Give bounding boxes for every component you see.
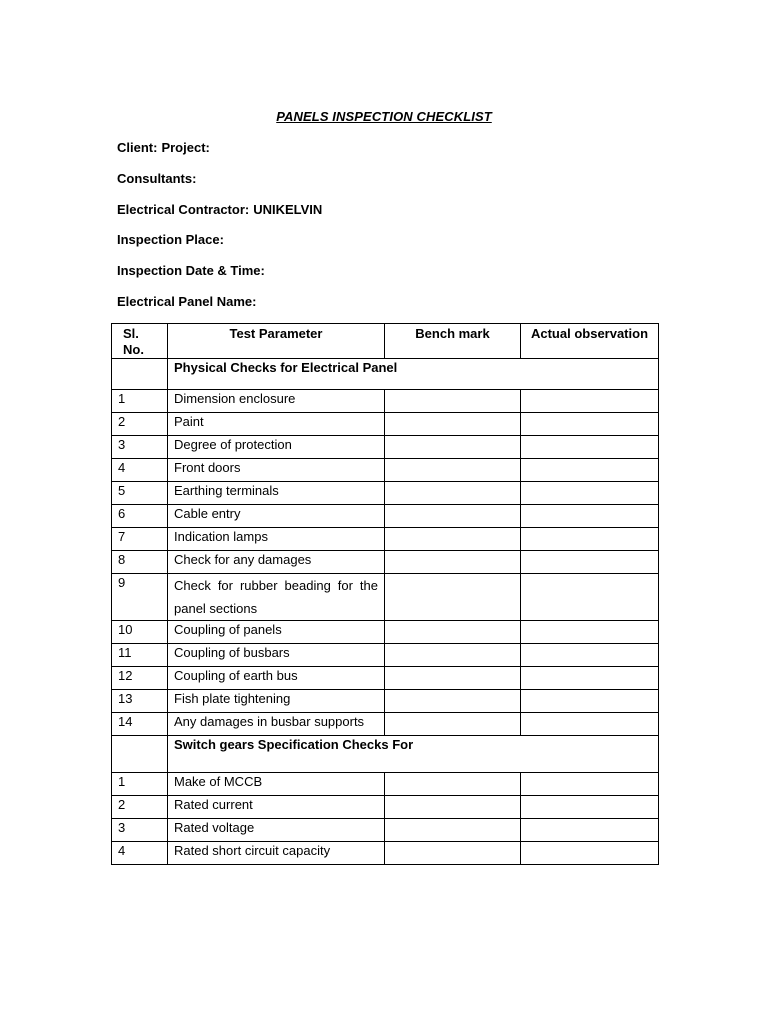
field-label: Consultants:	[117, 171, 197, 186]
row-bench-mark-cell[interactable]	[385, 459, 521, 482]
row-bench-mark-cell[interactable]	[385, 436, 521, 459]
row-actual-observation-cell[interactable]	[521, 621, 659, 644]
row-test-parameter: Dimension enclosure	[168, 390, 385, 413]
row-actual-observation-cell[interactable]	[521, 505, 659, 528]
header-bench-mark: Bench mark	[385, 324, 521, 359]
table-row	[112, 773, 659, 796]
field-value: Project:	[161, 140, 210, 155]
row-bench-mark-cell[interactable]	[385, 842, 521, 865]
row-test-parameter: Check for rubber beading for the panel sections	[168, 574, 385, 621]
table-row	[112, 551, 659, 574]
row-test-parameter: Coupling of busbars	[168, 644, 385, 667]
field-inspection-place	[117, 232, 228, 247]
field-label: Electrical Contractor:	[117, 202, 250, 217]
table-row	[112, 574, 659, 621]
field-value: UNIKELVIN	[253, 202, 323, 217]
row-actual-observation-cell[interactable]	[521, 390, 659, 413]
row-test-parameter: Front doors	[168, 459, 385, 482]
header-actual-observation: Actual observation	[521, 324, 659, 359]
field-label: Electrical Panel Name:	[117, 294, 257, 309]
table-body	[112, 359, 659, 865]
row-number: 7	[112, 528, 168, 551]
table-row	[112, 796, 659, 819]
table-header-row	[112, 324, 659, 359]
row-test-parameter: Coupling of earth bus	[168, 667, 385, 690]
section-blank-cell	[112, 359, 168, 390]
row-bench-mark-cell[interactable]	[385, 713, 521, 736]
table-row	[112, 436, 659, 459]
table-row	[112, 644, 659, 667]
row-actual-observation-cell[interactable]	[521, 690, 659, 713]
row-number: 13	[112, 690, 168, 713]
section-title: Physical Checks for Electrical Panel	[168, 359, 659, 390]
row-number: 11	[112, 644, 168, 667]
table-row	[112, 482, 659, 505]
row-actual-observation-cell[interactable]	[521, 413, 659, 436]
row-number: 2	[112, 413, 168, 436]
row-bench-mark-cell[interactable]	[385, 390, 521, 413]
table-row	[112, 713, 659, 736]
row-number: 1	[112, 390, 168, 413]
table-row	[112, 528, 659, 551]
section-title: Switch gears Specification Checks For	[168, 736, 659, 773]
row-bench-mark-cell[interactable]	[385, 667, 521, 690]
row-number: 5	[112, 482, 168, 505]
row-test-parameter: Rated voltage	[168, 819, 385, 842]
row-bench-mark-cell[interactable]	[385, 482, 521, 505]
field-inspection-date-time	[117, 263, 269, 278]
row-test-parameter: Rated short circuit capacity	[168, 842, 385, 865]
row-test-parameter: Earthing terminals	[168, 482, 385, 505]
document-title: PANELS INSPECTION CHECKLIST	[276, 109, 492, 124]
row-bench-mark-cell[interactable]	[385, 528, 521, 551]
row-bench-mark-cell[interactable]	[385, 690, 521, 713]
row-actual-observation-cell[interactable]	[521, 796, 659, 819]
table-row	[112, 819, 659, 842]
row-number: 10	[112, 621, 168, 644]
row-actual-observation-cell[interactable]	[521, 644, 659, 667]
row-actual-observation-cell[interactable]	[521, 574, 659, 621]
field-label: Client:	[117, 140, 158, 155]
row-test-parameter: Make of MCCB	[168, 773, 385, 796]
row-actual-observation-cell[interactable]	[521, 773, 659, 796]
row-test-parameter: Paint	[168, 413, 385, 436]
field-consultants	[117, 171, 200, 186]
row-bench-mark-cell[interactable]	[385, 773, 521, 796]
inspection-table	[111, 323, 659, 865]
row-test-parameter: Degree of protection	[168, 436, 385, 459]
field-label: Inspection Place:	[117, 232, 224, 247]
row-bench-mark-cell[interactable]	[385, 413, 521, 436]
row-number: 14	[112, 713, 168, 736]
row-actual-observation-cell[interactable]	[521, 482, 659, 505]
row-number: 3	[112, 436, 168, 459]
row-number: 9	[112, 574, 168, 621]
row-bench-mark-cell[interactable]	[385, 621, 521, 644]
row-bench-mark-cell[interactable]	[385, 551, 521, 574]
section-row	[112, 359, 659, 390]
row-number: 3	[112, 819, 168, 842]
field-client	[117, 140, 210, 155]
row-actual-observation-cell[interactable]	[521, 528, 659, 551]
row-test-parameter: Indication lamps	[168, 528, 385, 551]
row-actual-observation-cell[interactable]	[521, 551, 659, 574]
row-bench-mark-cell[interactable]	[385, 644, 521, 667]
row-bench-mark-cell[interactable]	[385, 505, 521, 528]
section-blank-cell	[112, 736, 168, 773]
section-row	[112, 736, 659, 773]
row-number: 2	[112, 796, 168, 819]
row-number: 8	[112, 551, 168, 574]
row-actual-observation-cell[interactable]	[521, 713, 659, 736]
table-row	[112, 459, 659, 482]
field-electrical-panel-name	[117, 294, 260, 309]
row-number: 12	[112, 667, 168, 690]
row-test-parameter: Fish plate tightening	[168, 690, 385, 713]
row-test-parameter: Rated current	[168, 796, 385, 819]
row-number: 6	[112, 505, 168, 528]
table-row	[112, 690, 659, 713]
row-test-parameter: Any damages in busbar supports	[168, 713, 385, 736]
table-row	[112, 621, 659, 644]
header-test-parameter: Test Parameter	[168, 324, 385, 359]
row-number: 4	[112, 459, 168, 482]
row-actual-observation-cell[interactable]	[521, 819, 659, 842]
row-test-parameter: Cable entry	[168, 505, 385, 528]
row-number: 4	[112, 842, 168, 865]
row-bench-mark-cell[interactable]	[385, 796, 521, 819]
table-row	[112, 667, 659, 690]
table-row	[112, 505, 659, 528]
row-actual-observation-cell[interactable]	[521, 842, 659, 865]
row-bench-mark-cell[interactable]	[385, 819, 521, 842]
row-actual-observation-cell[interactable]	[521, 436, 659, 459]
row-test-parameter: Check for any damages	[168, 551, 385, 574]
table-row	[112, 390, 659, 413]
header-sl-no: Sl. No.	[112, 324, 168, 359]
row-test-parameter: Coupling of panels	[168, 621, 385, 644]
field-electrical-contractor	[117, 202, 322, 217]
row-number: 1	[112, 773, 168, 796]
row-bench-mark-cell[interactable]	[385, 574, 521, 621]
table-row	[112, 413, 659, 436]
table-row	[112, 842, 659, 865]
row-actual-observation-cell[interactable]	[521, 667, 659, 690]
row-actual-observation-cell[interactable]	[521, 459, 659, 482]
field-label: Inspection Date & Time:	[117, 263, 265, 278]
